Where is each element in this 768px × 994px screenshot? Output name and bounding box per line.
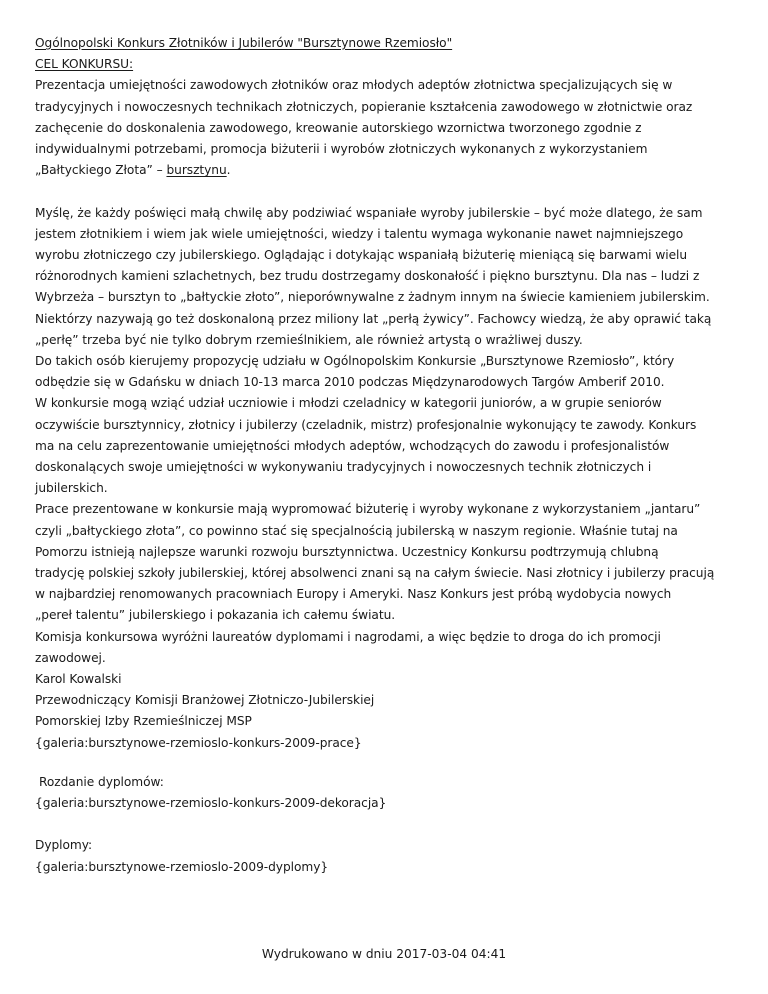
body-line: Komisja konkursowa wyróżni laureatów dyplomami i nagrodami, a więc będzie to droga do ich promocji bbox=[35, 629, 661, 644]
article-title: Ogólnopolski Konkurs Złotników i Jubilerów "Bursztynowe Rzemiosło" bbox=[35, 36, 453, 50]
body-line: jestem złotnikiem i wiem jak wiele umiejętności, wiedzy i talentu wymaga wykonanie nawet najmniejszego bbox=[35, 226, 684, 241]
body-line: W konkursie mogą wziąć udział uczniowie i młodzi czeladnicy w kategorii juniorów, a w grupie seniorów bbox=[35, 396, 662, 411]
article bbox=[35, 33, 743, 878]
paragraph-gap bbox=[35, 181, 743, 202]
body-line: Karol Kowalski bbox=[35, 672, 122, 687]
body-line: {galeria:bursztynowe-rzemioslo-konkurs-2009-prace} bbox=[35, 735, 362, 750]
body-line: jubilerskich. bbox=[35, 481, 108, 496]
body-line: Przewodniczący Komisji Branżowej Złotniczo-Jubilerskiej bbox=[35, 693, 375, 708]
body-line: zawodowej. bbox=[35, 650, 106, 665]
body-line: czyli „bałtyckiego złota”, co powinno stać się specjalnością jubilerską w naszym regionie. Właśnie tutaj na bbox=[35, 523, 678, 538]
body-line: Pomorskiej Izby Rzemieślniczej MSP bbox=[35, 714, 252, 729]
body-line: Myślę, że każdy poświęci małą chwilę aby podziwiać wspaniałe wyroby jubilerskie – być może dlatego, że sam bbox=[35, 205, 703, 220]
body-line: „perłę” trzeba być nie tylko dobrym rzemieślnikiem, ale również artystą o wrażliwej duszy. bbox=[35, 332, 583, 347]
goal-line: indywidualnymi potrzebami, promocja biżuterii i wyrobów złotniczych wykonanych z wykorzystaniem bbox=[35, 142, 648, 157]
body-line: Prace prezentowane w konkursie mają wypromować biżuterię i wyroby wykonane z wykorzystaniem „jantaru” bbox=[35, 502, 701, 517]
body-line: oczywiście bursztynnicy, złotnicy i jubilerzy (czeladnik, mistrz) profesjonalnie wykonujący te zawody. Konkurs bbox=[35, 417, 697, 432]
goal-line: Prezentacja umiejętności zawodowych złotników oraz młodych adeptów złotnictwa specjalizujących się w bbox=[35, 78, 673, 93]
body-line: „pereł talentu” jubilerskiego i pokazania ich całemu światu. bbox=[35, 608, 396, 623]
paragraph-gap bbox=[35, 814, 743, 835]
goal-last-suffix: . bbox=[226, 163, 231, 178]
body-line: w najbardziej renomowanych pracowniach Europy i Ameryki. Nasz Konkurs jest próbą wydobycia nowych bbox=[35, 587, 672, 602]
print-footer: Wydrukowano w dniu 2017-03-04 04:41 bbox=[261, 947, 507, 961]
body-line: doskonalących swoje umiejętności w wykonywaniu tradycyjnych i nowoczesnych technik złotniczych i bbox=[35, 460, 652, 475]
body-line: Pomorzu istnieją najlepsze warunki rozwoju bursztynnictwa. Uczestnicy Konkursu podtrzymują chlubną bbox=[35, 544, 659, 559]
body-line: Do takich osób kierujemy propozycję udziału w Ogólnopolskim Konkursie „Bursztynowe Rzemiosło”, który bbox=[35, 354, 675, 369]
awards-heading: Rozdanie dyplomów: bbox=[39, 774, 164, 789]
goal-line-last bbox=[35, 160, 743, 181]
goal-paragraph bbox=[35, 75, 743, 181]
body-line: Niektórzy nazywają go też doskonaloną przez miliony lat „perłą żywicy”. Fachowcy wiedzą, że aby oprawić taką bbox=[35, 311, 712, 326]
goal-line: zachęcenie do doskonalenia zawodowego, kreowanie autorskiego wzornictwa tworzonego zgodnie z bbox=[35, 120, 642, 135]
awards-gallery-placeholder: {galeria:bursztynowe-rzemioslo-konkurs-2009-dekoracja} bbox=[35, 796, 387, 811]
diplomas-heading: Dyplomy: bbox=[35, 838, 93, 853]
goal-last-prefix: „Bałtyckiego Złota” – bbox=[35, 163, 167, 178]
amber-link[interactable]: bursztynu bbox=[166, 163, 227, 178]
section-heading: CEL KONKURSU: bbox=[35, 57, 134, 72]
diplomas-gallery-placeholder: {galeria:bursztynowe-rzemioslo-2009-dyplomy} bbox=[35, 859, 329, 874]
body-text bbox=[35, 203, 743, 754]
body-line: ma na celu zaprezentowanie umiejętności młodych adeptów, wchodzących do zawodu i profesjonalistów bbox=[35, 438, 670, 453]
body-line: Wybrzeża – bursztyn to „bałtyckie złoto”, nieporównywalne z żadnym innym na świecie kamieniem jubilerskim. bbox=[35, 290, 710, 305]
body-line: odbędzie się w Gdańsku w dniach 10-13 marca 2010 podczas Międzynarodowych Targów Amberif 2010. bbox=[35, 375, 665, 390]
body-line: wyrobu złotniczego czy jubilerskiego. Oglądając i dotykając wspaniałą biżuterię mieniącą się barwami wielu bbox=[35, 248, 688, 263]
body-line: tradycję polskiej szkoły jubilerskiej, której absolwenci znani są na całym świecie. Nasi złotnicy i jubilerzy pracują bbox=[35, 566, 715, 581]
goal-line: tradycyjnych i nowoczesnych technikach złotniczych, popieranie kształcenia zawodowego w złotnictwie oraz bbox=[35, 99, 693, 114]
paragraph-gap bbox=[35, 754, 743, 772]
body-line: różnorodnych kamieni szlachetnych, bez trudu dostrzegamy doskonałość i piękno bursztynu. Dla nas – ludzi z bbox=[35, 269, 700, 284]
